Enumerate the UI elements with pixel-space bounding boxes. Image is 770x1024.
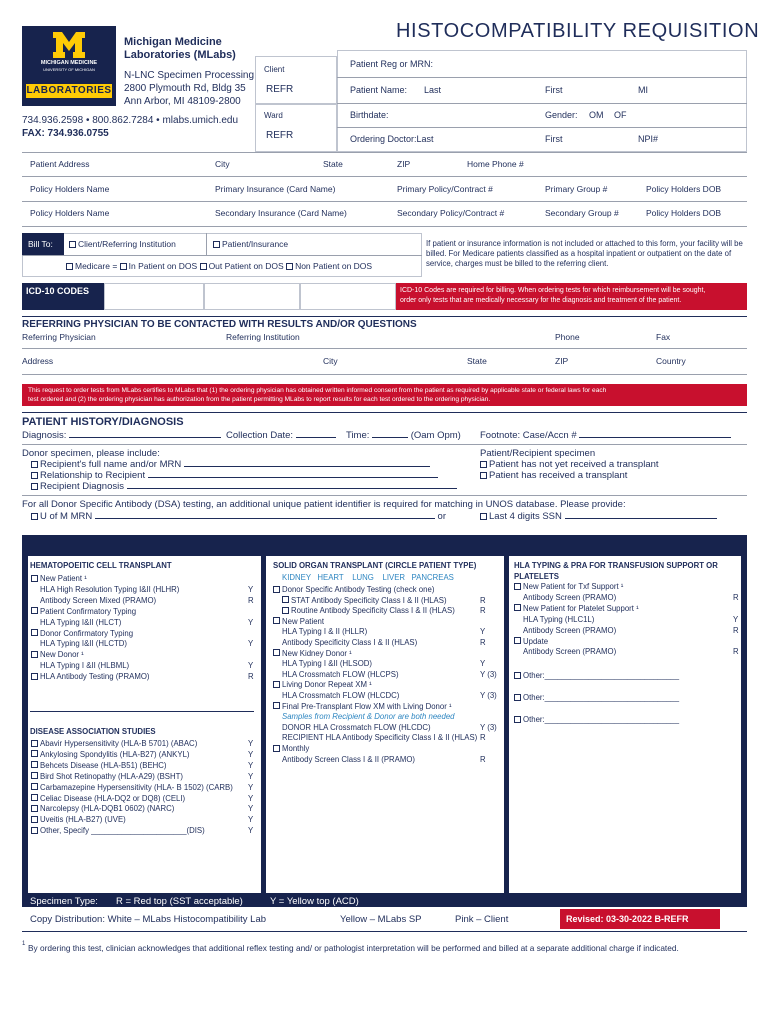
- patient-recipient-heading: Patient/Recipient specimen: [480, 448, 596, 459]
- test-item: [282, 670, 399, 679]
- test-item-label: Antibody Screen (PRAMO): [523, 592, 617, 602]
- test-item-label: HLA Typing I &II (HLSOD): [282, 659, 372, 669]
- outpatient-label: Out Patient on DOS: [208, 261, 284, 271]
- npi-label: NPI#: [638, 134, 659, 144]
- checkbox-icon[interactable]: [31, 651, 38, 658]
- checkbox-icon[interactable]: [120, 263, 127, 270]
- icd-note: [396, 283, 747, 310]
- checkbox-icon[interactable]: [273, 617, 280, 624]
- bill-client-option[interactable]: [69, 239, 176, 249]
- test-item[interactable]: [31, 672, 150, 681]
- diagnosis-field[interactable]: [22, 430, 221, 441]
- test-item-label: HLA Typing (HLC1L): [523, 614, 595, 624]
- checkbox-icon[interactable]: [31, 794, 38, 801]
- tube-code: Y: [248, 749, 254, 759]
- checkbox-icon[interactable]: [514, 716, 521, 723]
- org-name-2: Laboratories (MLabs): [124, 49, 236, 61]
- city-label: City: [215, 159, 230, 169]
- tube-code: Y: [248, 661, 254, 671]
- solid-heading: SOLID ORGAN TRANSPLANT (CIRCLE PATIENT TYPE): [273, 561, 477, 570]
- tube-code: Y: [248, 584, 254, 594]
- test-item[interactable]: [514, 637, 548, 646]
- hlatx-heading-1: HLA TYPING & PRA FOR TRANSFUSION SUPPORT OR: [514, 561, 718, 570]
- contact-phone: 734.936.2598 • 800.862.7284 • mlabs.umich.edu: [22, 115, 239, 126]
- secondary-group-label: Secondary Group #: [545, 208, 619, 218]
- page-title: HISTOCOMPATIBILITY REQUISITION: [396, 20, 760, 42]
- test-item-label: Living Donor Repeat XM ¹: [282, 680, 372, 690]
- ampm-label[interactable]: (Oam Opm): [410, 430, 461, 441]
- test-item: [523, 615, 594, 624]
- time-label: Time:: [346, 430, 370, 441]
- test-item: [282, 691, 399, 700]
- test-item[interactable]: [273, 702, 452, 711]
- test-item-label: Samples from Recipient & Donor are both needed: [282, 712, 455, 722]
- checkbox-icon[interactable]: [282, 607, 289, 614]
- test-item[interactable]: [273, 585, 434, 594]
- test-item-label: HLA High Resolution Typing I&II (HLHR): [40, 584, 180, 594]
- checkbox-icon[interactable]: [273, 649, 280, 656]
- hlatx-heading-2: PLATELETS: [514, 572, 559, 581]
- checkbox-icon[interactable]: [480, 472, 487, 479]
- test-item-label: HLA Crossmatch FLOW (HLCPS): [282, 669, 399, 679]
- test-item[interactable]: [273, 617, 324, 626]
- bill-patient-label: Patient/Insurance: [222, 239, 289, 249]
- disease-heading: DISEASE ASSOCIATION STUDIES: [30, 727, 156, 736]
- tube-code: R: [480, 754, 486, 764]
- disease-item-label: Abavir Hypersensitivity (HLA-B 5701) (ABAC): [40, 739, 198, 748]
- referring-physician-label: Referring Physician: [22, 332, 96, 342]
- uofm-mrn-field[interactable]: [31, 511, 446, 522]
- test-item: [282, 733, 477, 742]
- checkbox-icon[interactable]: [31, 575, 38, 582]
- test-item-label: HLA Typing I&II (HLCT): [40, 617, 122, 627]
- address-line-3: Ann Arbor, MI 48109-2800: [124, 96, 241, 107]
- referring-fax-label: Fax: [656, 332, 671, 342]
- test-item-label: New Donor ¹: [40, 650, 84, 660]
- icd-code-3[interactable]: [300, 283, 396, 310]
- test-item-label: STAT Antibody Specificity Class I & II (HLAS): [291, 595, 447, 605]
- doctor-first-label: First: [545, 134, 563, 144]
- checkbox-icon[interactable]: [480, 513, 487, 520]
- test-item[interactable]: [31, 650, 84, 659]
- pr-item-1[interactable]: [480, 459, 659, 470]
- diagnosis-label: Diagnosis:: [22, 430, 67, 441]
- footnote-label: Footnote: Case/Accn #: [480, 430, 577, 441]
- policy-holder-dob-2: Policy Holders DOB: [646, 208, 722, 218]
- ordering-doctor-label: Ordering Doctor:Last: [350, 134, 434, 144]
- disease-item[interactable]: [31, 804, 174, 813]
- gender-male-option[interactable]: OM: [589, 110, 604, 120]
- icd-note-1: ICD-10 Codes are required for billing. When ordering tests for which reimbursement will be sought,: [400, 287, 706, 294]
- referring-address-label: Address: [22, 356, 54, 366]
- checkbox-icon[interactable]: [31, 783, 38, 790]
- test-item-label: HLA Typing I & II (HLLR): [282, 627, 368, 637]
- test-item-label: New Patient: [282, 616, 325, 626]
- checkbox-icon[interactable]: [31, 483, 38, 490]
- checkbox-icon[interactable]: [273, 586, 280, 593]
- test-item-label: New Patient ¹: [40, 574, 87, 583]
- copy-distribution: Copy Distribution: White – MLabs Histocompatibility Lab: [30, 914, 267, 925]
- tube-code: Y: [480, 627, 486, 637]
- tube-code: R: [733, 592, 739, 602]
- tube-code: Y: [248, 815, 254, 825]
- referring-heading: REFERRING PHYSICIAN TO BE CONTACTED WITH RESULTS AND/OR QUESTIONS: [22, 319, 417, 330]
- logo-banner: LABORATORIES: [26, 85, 112, 96]
- checkbox-icon[interactable]: [31, 740, 38, 747]
- tube-code: Y: [733, 614, 739, 624]
- collection-label: Collection Date:: [226, 430, 294, 441]
- disease-item[interactable]: [31, 815, 126, 824]
- checkbox-icon[interactable]: [213, 241, 220, 248]
- checkbox-icon[interactable]: [31, 761, 38, 768]
- other-label-2: Other:_______________________________: [523, 693, 680, 702]
- tube-code: R: [733, 625, 739, 635]
- tube-code: Y: [248, 826, 254, 836]
- bill-patient-option[interactable]: [213, 239, 288, 249]
- icd-code-2[interactable]: [204, 283, 300, 310]
- disease-item-label: Other, Specify ______________________(DIS): [40, 826, 205, 836]
- checkbox-icon[interactable]: [31, 461, 38, 468]
- tube-code: Y: [248, 771, 254, 781]
- checkbox-icon[interactable]: [514, 694, 521, 701]
- disease-item-label: Ankylosing Spondylitis (HLA-B27) (ANKYL): [40, 749, 190, 759]
- patient-reg-label: Patient Reg or MRN:: [350, 59, 434, 69]
- tube-code: Y: [248, 639, 254, 649]
- disease-item[interactable]: [31, 761, 167, 770]
- tube-code: R: [248, 595, 254, 605]
- tube-code: R: [733, 647, 739, 657]
- other-field-3[interactable]: [514, 715, 679, 724]
- inpatient-label: In Patient on DOS: [128, 261, 198, 271]
- pr-item-2-label: Patient has received a transplant: [489, 470, 628, 481]
- tube-code: Y: [248, 804, 254, 814]
- bill-to-text: Bill To:: [28, 239, 53, 249]
- yellow-top-label: Y = Yellow top (ACD): [270, 896, 359, 907]
- checkbox-icon[interactable]: [273, 745, 280, 752]
- test-item-label: Antibody Screen Class I & II (PRAMO): [282, 754, 416, 764]
- referring-country-label: Country: [656, 356, 686, 366]
- donor-item-1-label: Recipient's full name and/or MRN: [40, 459, 182, 470]
- test-item-label: Donor Specific Antibody Testing (check one): [282, 585, 435, 594]
- test-item-label: RECIPIENT HLA Antibody Specificity Class I & II (HLAS): [282, 733, 478, 743]
- checkbox-icon[interactable]: [31, 513, 38, 520]
- history-heading: PATIENT HISTORY/DIAGNOSIS: [22, 416, 184, 428]
- test-item-label: Antibody Screen (PRAMO): [523, 647, 617, 657]
- test-item: [523, 647, 616, 656]
- test-item-label: Routine Antibody Specificity Class I & II (HLAS): [291, 606, 455, 616]
- test-item-label: Final Pre-Transplant Flow XM with Living Donor ¹: [282, 701, 452, 711]
- home-phone-label: Home Phone #: [467, 159, 524, 169]
- checkbox-icon[interactable]: [200, 263, 207, 270]
- referring-state-label: State: [467, 356, 487, 366]
- policy-holder-dob-1: Policy Holders DOB: [646, 184, 722, 194]
- billing-note: If patient or insurance information is not included or attached to this form, your facility will be billed. For Medicare patients classified as a hospital inpatient or outpatient on the date of service, charges must be billed to the referring client.: [426, 239, 743, 268]
- tube-code: R: [480, 606, 486, 616]
- patient-last-label: Last: [424, 85, 442, 95]
- primary-insurance-label: Primary Insurance (Card Name): [215, 184, 336, 194]
- referring-phone-label: Phone: [555, 332, 580, 342]
- checkbox-icon[interactable]: [31, 673, 38, 680]
- other-field-2[interactable]: [514, 693, 679, 702]
- test-item[interactable]: [273, 649, 352, 658]
- disease-item-label: Carbamazepine Hypersensitivity (HLA- B 1502) (CARB): [40, 782, 233, 792]
- test-item-label: New Patient for Txf Support ¹: [523, 582, 624, 591]
- consent-line-1: This request to order tests from MLabs certifies to MLabs that (1) the ordering physician has obtained written informed consent from the patient as required by applicable state or federal laws for each: [28, 387, 607, 394]
- test-item-label: New Patient for Platelet Support ¹: [523, 603, 639, 613]
- test-item-label: New Kidney Donor ¹: [282, 648, 352, 658]
- tube-code: Y (3): [480, 669, 497, 679]
- disease-item[interactable]: [31, 826, 205, 835]
- checkbox-icon[interactable]: [514, 604, 521, 611]
- test-item-label: HLA Crossmatch FLOW (HLCDC): [282, 691, 400, 700]
- bill-client-label: Client/Referring Institution: [78, 239, 176, 249]
- tube-code: Y: [480, 659, 486, 669]
- checkbox-icon[interactable]: [273, 702, 280, 709]
- gender-label: Gender:: [545, 110, 578, 120]
- test-item-label: DONOR HLA Crossmatch FLOW (HLCDC): [282, 722, 431, 732]
- disease-item[interactable]: [31, 794, 185, 803]
- pr-item-1-label: Patient has not yet received a transplant: [489, 459, 659, 470]
- primary-policy-label: Primary Policy/Contract #: [397, 184, 493, 194]
- test-item: [40, 618, 121, 627]
- test-item[interactable]: [282, 606, 455, 615]
- secondary-insurance-label: Secondary Insurance (Card Name): [215, 208, 347, 218]
- tube-code: Y: [248, 739, 254, 748]
- logo-text-1: MICHIGAN MEDICINE: [40, 60, 98, 66]
- checkbox-icon[interactable]: [31, 805, 38, 812]
- test-item-label: Donor Confirmatory Typing: [40, 628, 134, 638]
- icd-note-2: order only tests that are medically necessary for the diagnosis and treatment of the patient.: [400, 297, 682, 304]
- tube-code: Y: [248, 793, 254, 803]
- donor-item-3-label: Recipient Diagnosis: [40, 481, 124, 492]
- hemato-heading: HEMATOPOEITIC CELL TRANSPLANT: [30, 561, 172, 570]
- test-item-label: Antibody Specificity Class I & II (HLAS): [282, 638, 418, 647]
- other-label-3: Other:_______________________________: [523, 715, 680, 724]
- test-item-label: HLA Typing I &II (HLBML): [40, 661, 130, 671]
- checkbox-icon[interactable]: [31, 629, 38, 636]
- referring-city-label: City: [323, 356, 338, 366]
- uofm-label: U of M MRN: [40, 511, 93, 522]
- donor-item-3[interactable]: [31, 481, 457, 492]
- test-item-label: HLA Antibody Testing (PRAMO): [40, 672, 150, 682]
- policy-holder-name-2: Policy Holders Name: [30, 208, 110, 218]
- disease-item[interactable]: [31, 750, 190, 759]
- patient-address-label: Patient Address: [30, 159, 90, 169]
- contact-fax: FAX: 734.936.0755: [22, 128, 109, 139]
- test-item[interactable]: [514, 604, 639, 613]
- checkbox-icon[interactable]: [31, 750, 38, 757]
- client-box[interactable]: [255, 56, 337, 104]
- or-label: or: [437, 511, 446, 522]
- logo: [22, 26, 116, 106]
- tube-code: R: [480, 595, 486, 605]
- ward-label: Ward: [264, 111, 283, 120]
- medicare-label: Medicare =: [75, 261, 118, 271]
- consent-line-2: test ordered and (2) the ordering physician has authorization from the patient permitting MLabs to report results for each test ordered to the ordering physician.: [28, 396, 491, 403]
- checkbox-icon[interactable]: [514, 672, 521, 679]
- disease-item[interactable]: [31, 783, 233, 792]
- dsa-note: For all Donor Specific Antibody (DSA) testing, an additional unique patient identifier is required for matching in UNOS database. Please provide:: [22, 499, 626, 510]
- test-item: [523, 626, 616, 635]
- checkbox-icon[interactable]: [273, 681, 280, 688]
- test-item-label: Monthly: [282, 744, 310, 753]
- test-item-label: Patient Confirmatory Typing: [40, 606, 137, 616]
- copy-pink: Pink – Client: [455, 914, 509, 925]
- org-name: Michigan Medicine: [124, 36, 222, 48]
- policy-holder-name-1: Policy Holders Name: [30, 184, 110, 194]
- test-item: [282, 638, 417, 647]
- donor-item-2[interactable]: [31, 470, 438, 481]
- referring-institution-label: Referring Institution: [226, 332, 300, 342]
- test-item: [40, 639, 127, 648]
- disease-item-label: Behcets Disease (HLA-B51) (BEHC): [40, 760, 167, 770]
- disease-item-label: Celiac Disease (HLA-DQ2 or DQ8) (CELI): [40, 793, 186, 803]
- test-item[interactable]: [514, 582, 623, 591]
- ssn-field[interactable]: [480, 511, 717, 522]
- secondary-policy-label: Secondary Policy/Contract #: [397, 208, 505, 218]
- test-item: [282, 755, 415, 764]
- checkbox-icon[interactable]: [66, 263, 73, 270]
- checkbox-icon[interactable]: [286, 263, 293, 270]
- donor-item-1[interactable]: [31, 459, 430, 470]
- footnote-text: By ordering this test, clinician acknowledges that additional reflex testing and/ or pathologist interpretation will be performed and billed at a separate additional charge if indicated.: [28, 943, 679, 953]
- disease-item[interactable]: [31, 739, 197, 748]
- donor-item-2-label: Relationship to Recipient: [40, 470, 146, 481]
- test-item[interactable]: [282, 596, 447, 605]
- checkbox-icon[interactable]: [31, 827, 38, 834]
- test-item-label: Antibody Screen Mixed (PRAMO): [40, 595, 157, 605]
- checkbox-icon[interactable]: [282, 596, 289, 603]
- tube-code: Y: [248, 782, 254, 792]
- patient-name-label: Patient Name:: [350, 85, 408, 95]
- test-item[interactable]: [273, 744, 309, 753]
- donor-specimen-heading: Donor specimen, please include:: [22, 448, 160, 459]
- other-field-1[interactable]: [514, 671, 679, 680]
- organ-options[interactable]: KIDNEY HEART LUNG LIVER PANCREAS: [282, 573, 454, 582]
- test-item[interactable]: [31, 574, 87, 583]
- address-line-2: 2800 Plymouth Rd, Bldg 35: [124, 83, 246, 94]
- test-item-label: Antibody Screen (PRAMO): [523, 625, 617, 635]
- test-item: [282, 712, 455, 721]
- test-item: [282, 723, 431, 732]
- specimen-type-label: Specimen Type:: [30, 896, 98, 907]
- client-value: REFR: [266, 84, 294, 95]
- checkbox-icon[interactable]: [514, 583, 521, 590]
- test-item-label: Update: [523, 636, 549, 646]
- referring-zip-label: ZIP: [555, 356, 569, 366]
- footnote-sup: 1: [22, 941, 26, 947]
- disease-item[interactable]: [31, 772, 183, 781]
- patient-mi-label: MI: [638, 85, 648, 95]
- checkbox-icon[interactable]: [514, 637, 521, 644]
- icd-code-1[interactable]: [104, 283, 204, 310]
- other-label-1: Other:_______________________________: [523, 671, 680, 680]
- revised-badge: [560, 909, 720, 929]
- test-item: [523, 593, 616, 602]
- tube-code: Y (3): [480, 691, 497, 700]
- test-item[interactable]: [31, 629, 133, 638]
- consent-bar: [22, 384, 747, 406]
- ssn-label: Last 4 digits SSN: [489, 511, 562, 522]
- gender-female-option[interactable]: OF: [614, 110, 627, 120]
- address-line-1: N-LNC Specimen Processing: [124, 70, 255, 81]
- primary-group-label: Primary Group #: [545, 184, 608, 194]
- disease-item-label: Narcolepsy (HLA-DQB1 0602) (NARC): [40, 804, 175, 814]
- ward-value: REFR: [266, 130, 294, 141]
- collection-date-field[interactable]: [226, 430, 336, 441]
- tube-code: R: [248, 672, 254, 682]
- disease-item-label: Uveitis (HLA-B27) (UVE): [40, 815, 126, 825]
- checkbox-icon[interactable]: [31, 772, 38, 779]
- client-label: Client: [264, 65, 285, 74]
- tube-code: Y: [248, 760, 254, 770]
- checkbox-icon[interactable]: [31, 472, 38, 479]
- test-item: [40, 661, 129, 670]
- test-item[interactable]: [273, 680, 372, 689]
- logo-text-2: UNIVERSITY OF MICHIGAN: [43, 67, 95, 72]
- test-item-label: HLA Typing I&II (HLCTD): [40, 639, 127, 649]
- tube-code: Y (3): [480, 722, 497, 732]
- birthdate-label: Birthdate:: [350, 110, 389, 120]
- checkbox-icon[interactable]: [69, 241, 76, 248]
- tube-code: Y: [248, 617, 254, 627]
- copy-yellow: Yellow – MLabs SP: [340, 914, 422, 925]
- test-item: [282, 627, 367, 636]
- tube-code: R: [480, 733, 486, 743]
- revised-text: Revised: 03-30-2022 B-REFR: [566, 914, 689, 924]
- zip-label: ZIP: [397, 159, 411, 169]
- tube-code: R: [480, 638, 486, 647]
- checkbox-icon[interactable]: [31, 816, 38, 823]
- test-item: [282, 659, 372, 668]
- test-item: [40, 585, 179, 594]
- checkbox-icon[interactable]: [480, 461, 487, 468]
- state-label: State: [323, 159, 343, 169]
- pr-item-2[interactable]: [480, 470, 627, 481]
- disease-item-label: Bird Shot Retinopathy (HLA-A29) (BSHT): [40, 771, 183, 781]
- patient-first-label: First: [545, 85, 563, 95]
- medicare-option[interactable]: [66, 261, 372, 271]
- icd-label: ICD-10 CODES: [26, 286, 90, 296]
- checkbox-icon[interactable]: [31, 607, 38, 614]
- test-item: [40, 596, 156, 605]
- time-field[interactable]: [346, 430, 461, 441]
- test-item[interactable]: [31, 607, 136, 616]
- red-top-label: R = Red top (SST acceptable): [116, 896, 243, 907]
- case-accn-field[interactable]: [480, 430, 731, 441]
- nonpatient-label: Non Patient on DOS: [295, 261, 373, 271]
- block-m-icon: [53, 32, 85, 58]
